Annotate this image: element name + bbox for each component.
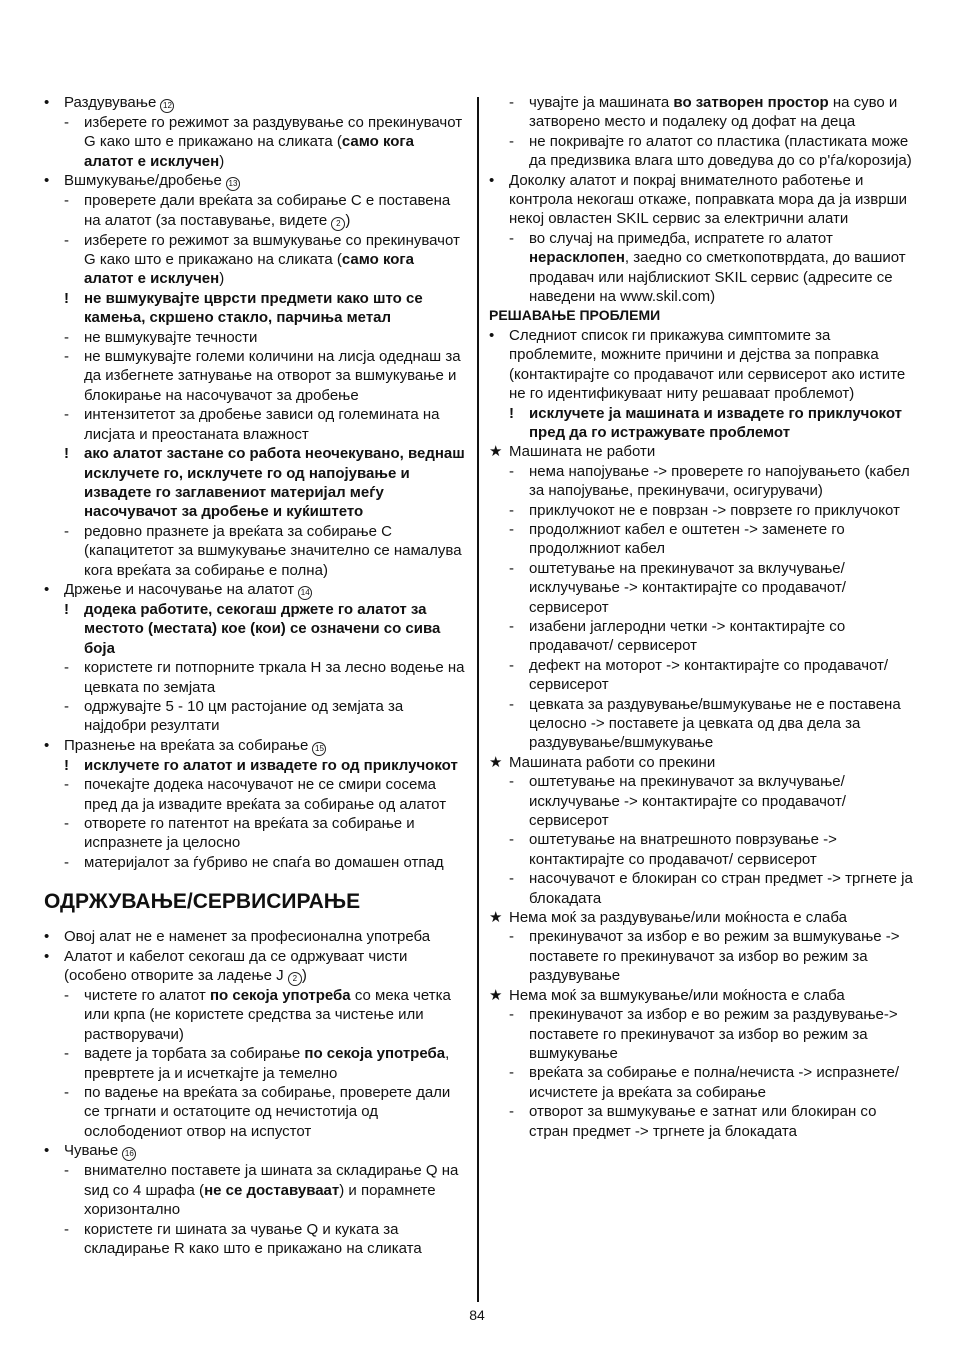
dash-item	[44, 814, 467, 853]
dash-item	[44, 658, 467, 697]
bold-text: само кога алатот е исклучен	[84, 251, 415, 288]
bullet-item	[489, 171, 913, 229]
dash-item	[489, 617, 913, 656]
star-icon: ★	[489, 443, 503, 461]
bullet-marker: -	[509, 559, 514, 577]
bullet-marker: -	[64, 776, 69, 794]
dash-item	[44, 231, 467, 289]
text-run: отворот за вшмукување е затнат или блокиран со стран предмет -> тргнете ја блокадата	[529, 1103, 877, 1140]
warning-icon: !	[509, 404, 514, 422]
dash-item	[489, 830, 913, 869]
bullet-marker: -	[509, 1006, 514, 1024]
text-run: чувајте ја машината	[529, 94, 674, 111]
bold-text: нерасклопен	[529, 249, 625, 267]
text-run: одржувајте 5 - 10 цм растојание од земјата за најдобри резултати	[84, 697, 404, 735]
figure-ref-circle: 15	[312, 742, 326, 756]
bullet-marker: -	[509, 1103, 514, 1121]
column-divider	[477, 97, 479, 1302]
text-run: Вшмукување/дробење	[64, 172, 226, 190]
bullet-marker: •	[44, 947, 50, 965]
bullet-marker: -	[509, 229, 514, 247]
dash-item	[489, 559, 913, 617]
text-run: цевката за раздувување/вшмукување не е поставена целосно -> поставете ја цевката од два дела за раздувување/вшмукување	[529, 695, 901, 752]
bullet-marker: -	[64, 1045, 69, 1063]
subsection-heading	[489, 306, 913, 325]
bullet-marker: -	[64, 114, 69, 131]
symptom-item	[489, 753, 913, 772]
bullet-item	[44, 1141, 467, 1161]
bullet-marker: •	[44, 94, 50, 111]
bullet-marker: -	[509, 695, 514, 713]
text-run: Чување	[64, 1142, 123, 1160]
text-run: изабени јаглеродни четки -> контактирајте со продавачот/ сервисерот	[529, 617, 846, 655]
bullet-marker: -	[64, 815, 69, 832]
warning-icon: !	[64, 756, 69, 774]
bullet-marker: -	[64, 231, 69, 249]
dash-item	[489, 229, 913, 307]
dash-item	[489, 132, 913, 171]
text-run: , превртете ја и исчеткајте ја темелно	[84, 1045, 450, 1082]
bold-text: по секоја употреба	[304, 1045, 446, 1063]
text-run: ОДРЖУВАЊЕ/СЕРВИСИРАЊЕ	[44, 890, 361, 914]
text-run: оштетување на прекинувачот за вклучување/ исклучување -> контактирајте со продавачот/ сервисерот	[529, 773, 846, 830]
bold-text: ако алатот застане со работа неочекувано, веднаш исклучете го, исклучете го од напојување и извадете го заглавениот материјал меѓу насочувачот за дробење и куќиштето	[84, 445, 465, 521]
text-run: )	[301, 967, 307, 985]
warning-item	[44, 756, 467, 775]
dash-item	[44, 1161, 467, 1219]
text-run: Следниот список ги прикажува симптомите за проблемите, можните причини и дејства за поправка (контактирајте со продавачот или сервисерот ако истите не го идентификуваат ниту решаваат проблемот)	[509, 326, 906, 403]
symptom-item	[489, 908, 913, 927]
text-run: проверете дали вреќата за собирање C е поставена на алатот (за поставување, видете	[84, 192, 451, 229]
left-column	[44, 93, 467, 1258]
symptom-item	[489, 986, 913, 1005]
bullet-marker: -	[509, 94, 514, 111]
text-run: со мека четка или крпа (не користете средства за чистење или растворувачи)	[84, 987, 451, 1043]
bold-text: во затворен простор	[673, 94, 829, 111]
bullet-marker: •	[489, 326, 495, 344]
bullet-marker: -	[509, 870, 514, 888]
text-run: изберете го режимот за вшмукување со прекинувачот G како што е прикажано на сликата (	[84, 231, 460, 269]
bold-text: исклучете го алатот и извадете го од приклучокот	[84, 756, 458, 774]
text-run: Овој алат не е наменет за професионална употреба	[64, 928, 431, 946]
page-number: 84	[469, 1307, 485, 1323]
text-run: редовно празнете ја вреќата за собирање C (капацитетот за вшмукување значително се намалува кога вреќата за собирање е полна)	[84, 522, 462, 579]
dash-item	[489, 1005, 913, 1063]
dash-item	[44, 113, 467, 171]
bullet-item	[489, 326, 913, 404]
figure-ref-circle: 13	[226, 177, 240, 191]
figure-ref-circle: 14	[298, 586, 312, 600]
text-run: РЕШАВАЊЕ ПРОБЛЕМИ	[489, 307, 661, 324]
bullet-marker: -	[64, 853, 69, 871]
bullet-marker: -	[509, 831, 514, 849]
dash-item	[489, 927, 913, 985]
dash-item	[44, 1220, 467, 1259]
text-run: Алатот и кабелот секогаш да се одржуваат чисти (особено отворите за ладење J	[64, 947, 408, 985]
star-icon: ★	[489, 986, 503, 1004]
bullet-marker: -	[64, 697, 69, 715]
text-run: вадете ја торбата за собирање	[84, 1045, 305, 1063]
dash-item	[489, 501, 913, 520]
right-column	[489, 93, 913, 1141]
text-run: вреќата за собирање е полна/нечиста -> испразнете/исчистете ја вреќата за собирање	[529, 1064, 900, 1101]
text-run: отворете го патентот на вреќата за собирање и испразнете ја целосно	[84, 815, 415, 852]
bullet-marker: -	[509, 462, 514, 480]
bullet-marker: -	[64, 987, 69, 1005]
bold-text: по секоја употреба	[209, 987, 351, 1005]
text-run: Машината работи со прекини	[509, 753, 716, 771]
bold-text: исклучете ја машината и извадете го приклучокот пред да го истражувате проблемот	[529, 404, 902, 441]
text-run: материјалот за ѓубриво не спаѓа во домашен отпад	[84, 853, 444, 871]
text-run: Држење и насочување на алатот	[64, 580, 299, 598]
bullet-marker: •	[44, 172, 50, 190]
dash-item	[44, 328, 467, 347]
figure-ref-circle: 16	[122, 1147, 136, 1161]
dash-item	[44, 522, 467, 580]
text-run: на суво и затворено место и подалеку од дофат на деца	[529, 94, 898, 131]
bullet-marker: -	[64, 406, 69, 424]
text-run: користете ги шината за чување Q и куката за складирање R како што е прикажано на сликата	[84, 1220, 422, 1257]
dash-item	[489, 93, 913, 132]
bullet-marker: -	[64, 328, 69, 346]
bullet-item	[44, 171, 467, 191]
text-run: не покривајте го алатот со пластика (пластиката може да предизвика влага што доведува до со р'ѓа/корозија)	[529, 132, 912, 170]
text-run: Машината не работи	[509, 443, 656, 461]
symptom-item	[489, 442, 913, 461]
text-run: прекинувачот за избор е во режим за раздувување-> поставете го прекинувачот за избор во режим за вшмукување	[529, 1006, 898, 1062]
bold-text: не вшмукувајте цврсти предмети како што се камења, скршено стакло, парчиња метал	[84, 289, 423, 327]
dash-item	[44, 775, 467, 814]
text-run: приклучокот не е поврзан -> поврзете го приклучокот	[529, 501, 900, 519]
text-run: , заедно со сметкопотврдата, до вашиот продавач или најблискиот SKIL сервис (адресите се наведени на www.skil.com)	[529, 249, 906, 306]
bullet-marker: -	[509, 773, 514, 791]
dash-item	[489, 1063, 913, 1102]
text-run: оштетување на внатрешното поврзување -> контактирајте со продавачот/ сервисерот	[529, 831, 837, 868]
warning-item	[44, 289, 467, 328]
text-run: интензитетот за дробење зависи од големината на лисјата и преостаната влажност	[84, 406, 440, 443]
bullet-item	[44, 927, 467, 946]
bullet-marker: -	[64, 1162, 69, 1180]
dash-item	[489, 869, 913, 908]
bullet-marker: •	[44, 580, 50, 598]
warning-icon: !	[64, 289, 69, 307]
text-run: оштетување на прекинувачот за вклучување/ исклучување -> контактирајте со продавачот/ сервисерот	[529, 559, 846, 616]
star-icon: ★	[489, 909, 503, 927]
dash-item	[44, 191, 467, 230]
bullet-marker: •	[44, 1142, 50, 1160]
dash-item	[489, 1102, 913, 1141]
bullet-item	[44, 947, 467, 986]
text-run: дефект на моторот -> контактирајте со продавачот/ сервисерот	[529, 656, 889, 694]
bullet-marker: -	[509, 617, 514, 635]
bold-text: само кога алатот е исклучен	[84, 133, 415, 170]
figure-ref-circle: 2	[288, 972, 302, 986]
bullet-item	[44, 93, 467, 113]
text-run: по вадење на вреќата за собирање, проверете дали се тргнати и остатоците од нечистотија од ослободениот отвор на испустот	[84, 1084, 451, 1140]
bullet-marker: -	[509, 132, 514, 150]
section-heading	[44, 872, 467, 927]
bold-text: не се доставуваат	[204, 1181, 340, 1199]
text-run: во случај на примедба, испратете го алатот	[529, 229, 833, 247]
warning-item	[44, 444, 467, 522]
text-run: )	[219, 270, 225, 288]
text-run: почекајте додека насочувачот не се смири сосема пред да ја извадите вреќата за собирање од алатот	[84, 776, 447, 813]
text-run: Нема моќ за раздувување/или моќноста е слаба	[509, 909, 847, 927]
bullet-marker: -	[64, 1084, 69, 1102]
star-icon: ★	[489, 753, 503, 771]
bullet-marker: -	[509, 1064, 514, 1082]
text-run: внимателно поставете ја шината за складирање Q на ѕид со 4 шрафа (	[84, 1162, 459, 1199]
bullet-marker: -	[509, 520, 514, 538]
text-run: Раздувување	[64, 94, 161, 111]
text-run: Нема моќ за вшмукување/или моќноста е слаба	[509, 986, 845, 1004]
text-run: не вшмукувајте течности	[84, 328, 258, 346]
warning-icon: !	[64, 600, 69, 618]
bullet-marker: -	[509, 501, 514, 519]
figure-ref-circle: 2	[331, 217, 345, 231]
text-run: прекинувачот за избор е во режим за вшмукување -> поставете го прекинувачот за избор во режим за раздувување	[529, 928, 900, 985]
bullet-marker: -	[64, 348, 69, 366]
warning-item	[489, 404, 913, 443]
bullet-marker: -	[509, 928, 514, 946]
text-run: изберете го режимот за раздувување со прекинувачот G како што е прикажано на сликата (	[84, 114, 463, 151]
bullet-marker: -	[64, 1220, 69, 1238]
text-run: Празнење на вреќата за собирање	[64, 736, 313, 754]
dash-item	[44, 347, 467, 405]
dash-item	[44, 405, 467, 444]
dash-item	[44, 986, 467, 1044]
bullet-item	[44, 580, 467, 600]
bold-text: додека работите, секогаш држете го алатот за местото (местата) кое (кои) се означени со сива боја	[84, 600, 441, 657]
warning-item	[44, 600, 467, 658]
dash-item	[44, 853, 467, 872]
dash-item	[489, 656, 913, 695]
text-run: користете ги потпорните тркала H за лесно водење на цевката по земјата	[84, 659, 465, 696]
bullet-marker: •	[489, 171, 495, 189]
text-run: )	[345, 211, 351, 229]
text-run: ) и порамнете хоризонтално	[84, 1181, 436, 1219]
figure-ref-circle: 12	[160, 99, 174, 113]
dash-item	[489, 695, 913, 753]
text-run: чистете го алатот	[84, 987, 210, 1005]
text-run: продолжниот кабел е оштетен -> заменете го продолжниот кабел	[529, 520, 845, 558]
text-run: )	[219, 152, 225, 170]
bullet-marker: -	[64, 659, 69, 677]
bullet-marker: -	[64, 192, 69, 210]
dash-item	[44, 697, 467, 736]
dash-item	[44, 1044, 467, 1083]
dash-item	[489, 462, 913, 501]
text-run: не вшмукувајте големи количини на лисја одеднаш за да избегнете затнување на отворот за вшмукување и блокирање на насочувачот за дробење	[84, 348, 461, 404]
text-run: Доколку алатот и покрај внимателното работење и контрола некогаш откаже, поправката мора да ја изврши некој овластен SKIL сервис за електрични алати	[509, 171, 908, 228]
bullet-item	[44, 736, 467, 756]
text-run: насочувачот е блокиран со стран предмет -> тргнете ја блокадата	[529, 870, 913, 907]
dash-item	[489, 520, 913, 559]
bullet-marker: •	[44, 928, 50, 946]
text-run: нема напојување -> проверете го напојувањето (кабел за напојување, прекинувачи, осигурувачи)	[529, 462, 910, 500]
warning-icon: !	[64, 445, 69, 463]
bullet-marker: -	[64, 522, 69, 540]
dash-item	[44, 1083, 467, 1141]
bullet-marker: •	[44, 736, 50, 754]
bullet-marker: -	[509, 656, 514, 674]
dash-item	[489, 772, 913, 830]
